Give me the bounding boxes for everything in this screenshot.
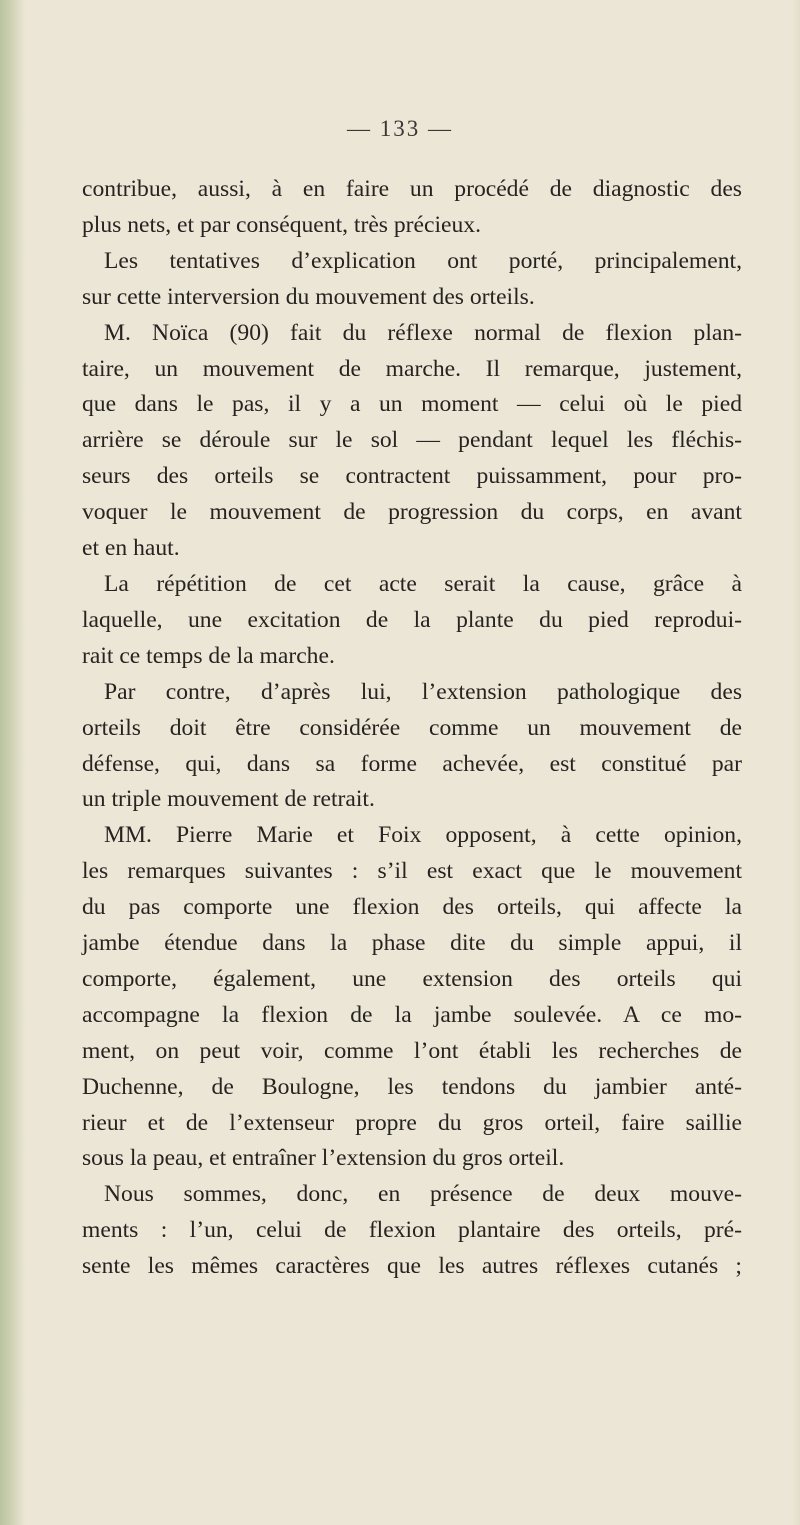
text-line: Duchenne, de Boulogne, les tendons du jambier anté- xyxy=(82,1073,742,1100)
text-line: ments : l’un, celui de flexion plantaire des orteils, pré- xyxy=(82,1217,742,1244)
text-line: M. Noïca (90) fait du réflexe normal de flexion plan- xyxy=(104,319,742,346)
page-binding-edge xyxy=(0,0,26,1525)
text-line: un triple mouvement de retrait. xyxy=(82,786,375,813)
text-line: comporte, également, une extension des orteils qui xyxy=(82,965,742,992)
text-line: orteils doit être considérée comme un mouvement de xyxy=(82,714,742,741)
text-line: Les tentatives d’explication ont porté, principalement, xyxy=(104,247,742,274)
text-line: et en haut. xyxy=(82,535,180,562)
text-line: sur cette interversion du mouvement des orteils. xyxy=(82,283,535,310)
text-line: sente les mêmes caractères que les autres réflexes cutanés ; xyxy=(82,1253,742,1280)
text-line: voquer le mouvement de progression du corps, en avant xyxy=(82,499,742,526)
page-number: — 133 — xyxy=(347,116,453,141)
text-line: taire, un mouvement de marche. Il remarque, justement, xyxy=(82,355,742,382)
text-line: les remarques suivantes : s’il est exact que le mouvement xyxy=(82,858,742,885)
text-line: Nous sommes, donc, en présence de deux mouve- xyxy=(104,1181,742,1208)
text-line: que dans le pas, il y a un moment — celui où le pied xyxy=(82,391,742,418)
text-line: accompagne la flexion de la jambe soulevée. A ce mo- xyxy=(82,1001,742,1028)
text-line: rieur et de l’extenseur propre du gros orteil, faire saillie xyxy=(82,1109,742,1136)
page-right-edge xyxy=(792,0,800,1525)
text-line: contribue, aussi, à en faire un procédé de diagnostic des xyxy=(82,176,742,202)
text-line: MM. Pierre Marie et Foix opposent, à cette opinion, xyxy=(104,822,742,849)
body-text xyxy=(82,172,742,1285)
text-line: du pas comporte une flexion des orteils, qui affecte la xyxy=(82,894,742,921)
text-line: laquelle, une excitation de la plante du pied reprodui- xyxy=(82,606,742,633)
text-line: défense, qui, dans sa forme achevée, est constitué par xyxy=(82,750,742,777)
text-line: plus nets, et par conséquent, très précieux. xyxy=(82,211,481,238)
text-line: jambe étendue dans la phase dite du simple appui, il xyxy=(82,930,742,957)
text-line: ment, on peut voir, comme l’ont établi les recherches de xyxy=(82,1037,742,1064)
text-line: sous la peau, et entraîner l’extension du gros orteil. xyxy=(82,1145,565,1172)
text-line: Par contre, d’après lui, l’extension pathologique des xyxy=(104,678,742,705)
text-line: arrière se déroule sur le sol — pendant lequel les fléchis- xyxy=(82,427,742,454)
text-line: rait ce temps de la marche. xyxy=(82,642,335,669)
text-line: La répétition de cet acte serait la cause, grâce à xyxy=(104,570,742,597)
text-line: seurs des orteils se contractent puissamment, pour pro- xyxy=(82,463,742,490)
